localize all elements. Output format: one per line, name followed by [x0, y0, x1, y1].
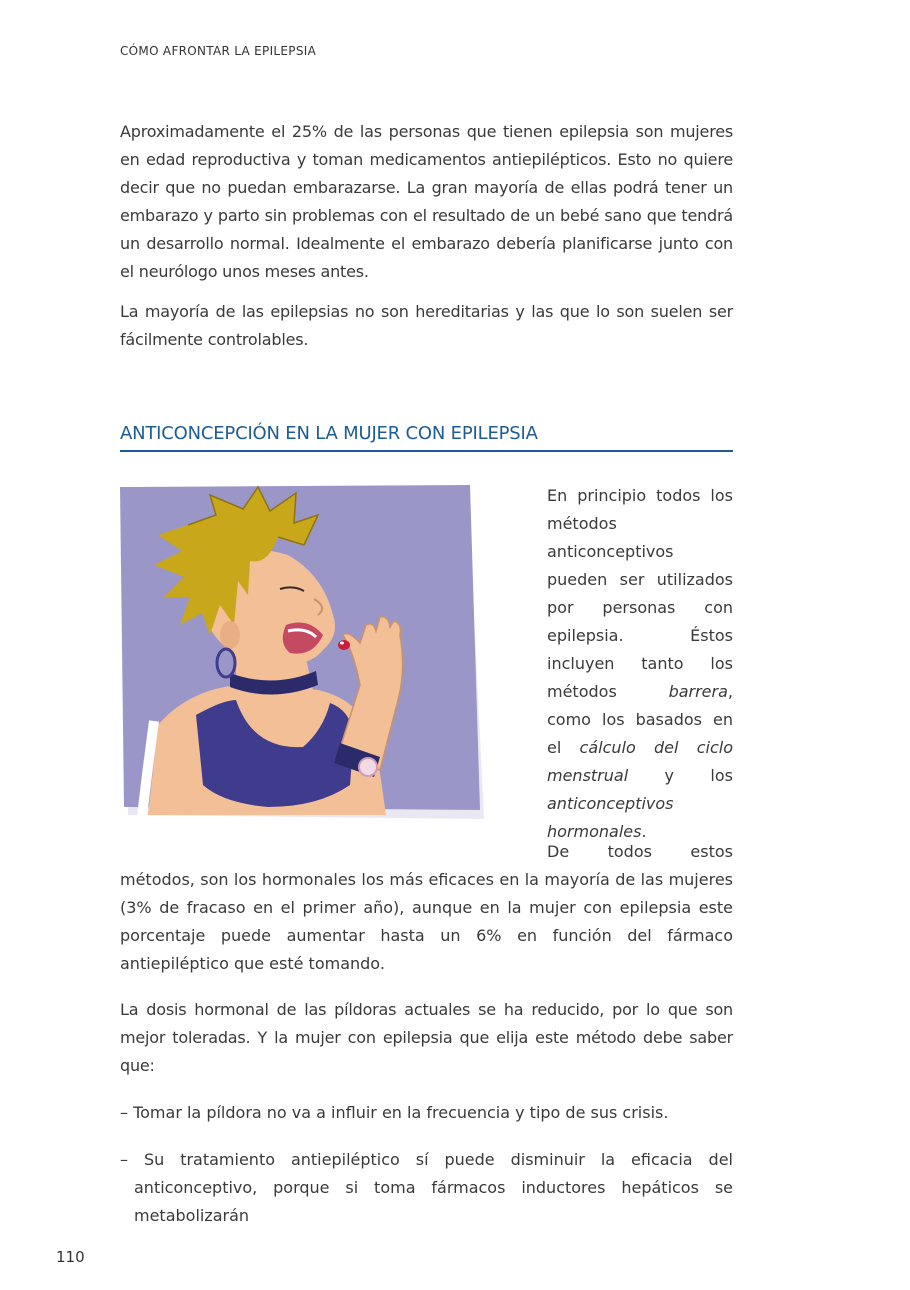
emphasis-anticonceptivos-hormonales: anticonceptivos hormonales — [547, 794, 674, 841]
woman-taking-pill-illustration — [118, 485, 490, 825]
intro-paragraph-1: Aproximadamente el 25% de las personas que tienen epilepsia son mujeres en edad reproductiva y toman medicamentos antiepilépticos. Esto no quiere decir que no puedan embarazarse. La gran mayoría de ellas podrá tener un embarazo y parto sin problemas con el resultado de un bebé sano que tendrá un desarrollo normal. Idealmente el embarazo debería planificarse junto con el neurólogo unos meses antes. — [120, 122, 733, 281]
advice-list-2 — [120, 1146, 733, 1230]
advice-list-1 — [120, 1099, 733, 1127]
intro-paragraph-2: La mayoría de las epilepsias no son hereditarias y las que lo son suelen ser fácilmente controlables. — [120, 302, 733, 349]
watch-icon — [359, 758, 377, 776]
list-item: – Su tratamiento antiepiléptico sí puede disminuir la eficacia del anticonceptivo, porque si toma fármacos inductores hepáticos se metabolizarán — [120, 1150, 733, 1225]
emphasis-barrera: barrera — [668, 682, 728, 701]
efficacy-paragraph: De todos estos métodos, son los hormonales los más eficaces en la mayoría de las mujeres (3% de fracaso en el primer año), aunque en la mujer con epilepsia este porcentaje puede aumentar hasta un 6% en función del fármaco antiepiléptico que esté tomando. — [120, 842, 733, 973]
list-item: – Tomar la píldora no va a influir en la frecuencia y tipo de sus crisis. — [120, 1103, 669, 1122]
emphasis-calculo-ciclo: cálculo del ciclo menstrual — [547, 738, 733, 785]
dosage-paragraph: La dosis hormonal de las píldoras actuales se ha reducido, por lo que son mejor toleradas. Y la mujer con epilepsia que elija este método debe saber que: — [120, 1000, 733, 1075]
section-title: ANTICONCEPCIÓN EN LA MUJER CON EPILEPSIA — [120, 423, 733, 452]
running-header: CÓMO AFRONTAR LA EPILEPSIA — [120, 44, 317, 58]
pill — [338, 640, 350, 650]
page-number: 110 — [56, 1248, 85, 1266]
sidebar-paragraph: En principio todos los métodos anticonceptivos pueden ser utilizados por personas con epilepsia. Éstos incluyen tanto los métodos barrera, como los basados en el cálculo del ciclo menstrual y los anticonceptivos hormonales. — [547, 486, 733, 841]
